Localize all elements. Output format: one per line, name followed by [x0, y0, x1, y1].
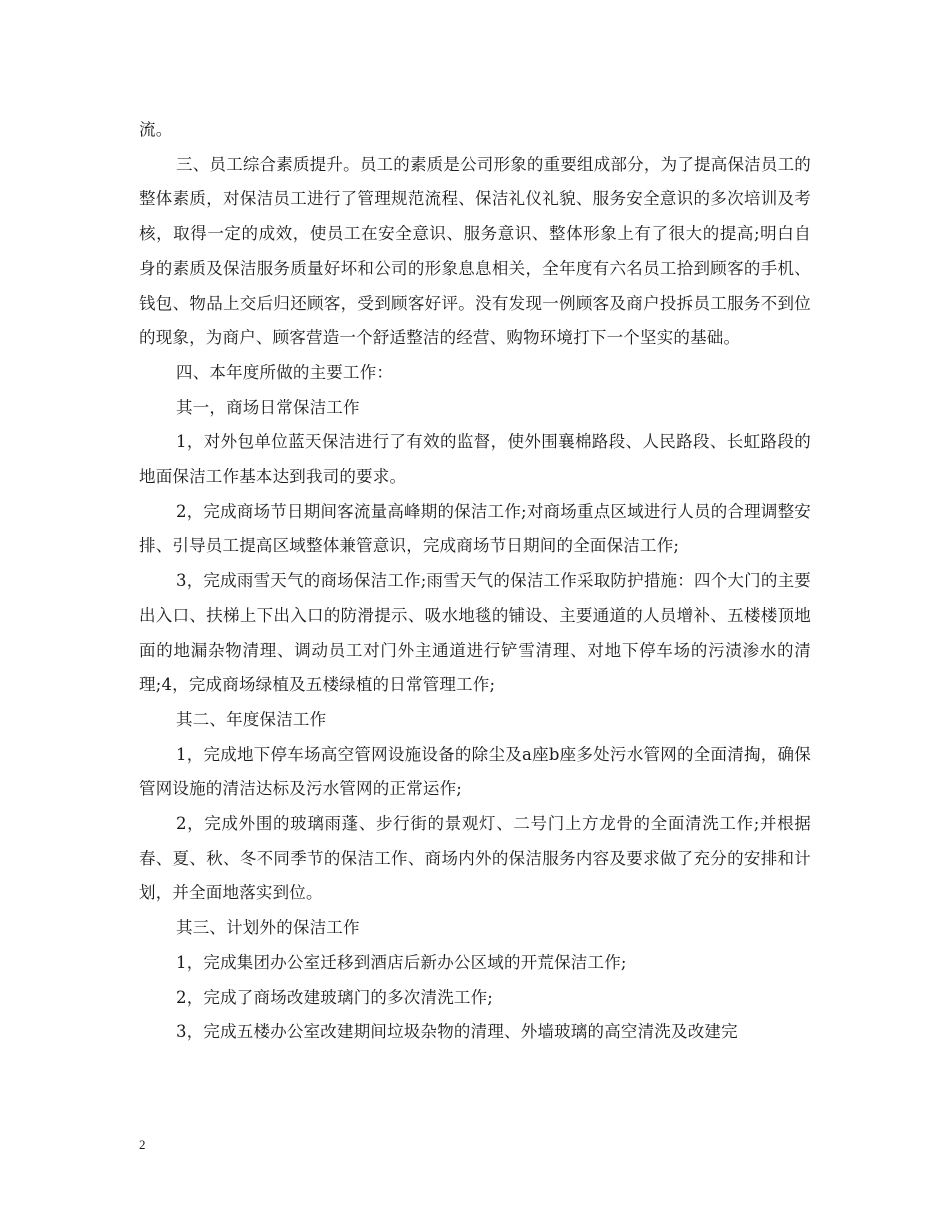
paragraph: 1，对外包单位蓝天保洁进行了有效的监督，使外围襄棉路段、人民路段、长虹路段的地面保洁工作基本达到我司的要求。 — [139, 432, 811, 487]
paragraph: 其一，商场日常保洁工作 — [176, 397, 360, 417]
paragraph: 1，完成地下停车场高空管网设施设备的除尘及a座b座多处污水管网的全面清掏，确保管网设施的清洁达标及污水管网的正常运作; — [139, 744, 811, 799]
paragraph: 其三、计划外的保洁工作 — [176, 918, 360, 938]
document-body — [139, 113, 811, 1050]
paragraph: 四、本年度所做的主要工作： — [176, 362, 394, 382]
paragraph: 流。 — [139, 120, 173, 139]
paragraph: 其二、年度保洁工作 — [176, 709, 327, 729]
page-number: 2 — [139, 1137, 146, 1152]
paragraph: 3，完成五楼办公室改建期间垃圾杂物的清理、外墙玻璃的高空清洗及改建完 — [176, 1022, 738, 1042]
paragraph: 1，完成集团办公室迁移到酒店后新办公区域的开荒保洁工作; — [176, 952, 627, 972]
paragraph: 2，完成商场节日期间客流量高峰期的保洁工作;对商场重点区域进行人员的合理调整安排、引导员工提高区域整体兼管意识，完成商场节日期间的全面保洁工作; — [139, 501, 811, 556]
paragraph: 3，完成雨雪天气的商场保洁工作;雨雪天气的保洁工作采取防护措施：四个大门的主要出入口、扶梯上下出入口的防滑提示、吸水地毯的铺设、主要通道的人员增补、五楼楼顶地面的地漏杂物清理、调动员工对门外主通道进行铲雪清理、对地下停车场的污渍渗水的清理;4，完成商场绿植及五楼绿植的日常管理工作; — [139, 571, 811, 695]
paragraph: 2，完成外围的玻璃雨蓬、步行街的景观灯、二号门上方龙骨的全面清洗工作;并根据春、夏、秋、冬不同季节的保洁工作、商场内外的保洁服务内容及要求做了充分的安排和计划，并全面地落实到位。 — [139, 814, 811, 903]
paragraph: 2，完成了商场改建玻璃门的多次清洗工作; — [176, 987, 494, 1007]
paragraph: 三、员工综合素质提升。员工的素质是公司形象的重要组成部分，为了提高保洁员工的整体素质，对保洁员工进行了管理规范流程、保洁礼仪礼貌、服务安全意识的多次培训及考核，取得一定的成效，使员工在安全意识、服务意识、整体形象上有了很大的提高;明白自身的素质及保洁服务质量好坏和公司的形象息息相关，全年度有六名员工拾到顾客的手机、钱包、物品上交后归还顾客，受到顾客好评。没有发现一例顾客及商户投拆员工服务不到位的现象，为商户、顾客营造一个舒适整洁的经营、购物环境打下一个坚实的基础。 — [139, 154, 811, 348]
